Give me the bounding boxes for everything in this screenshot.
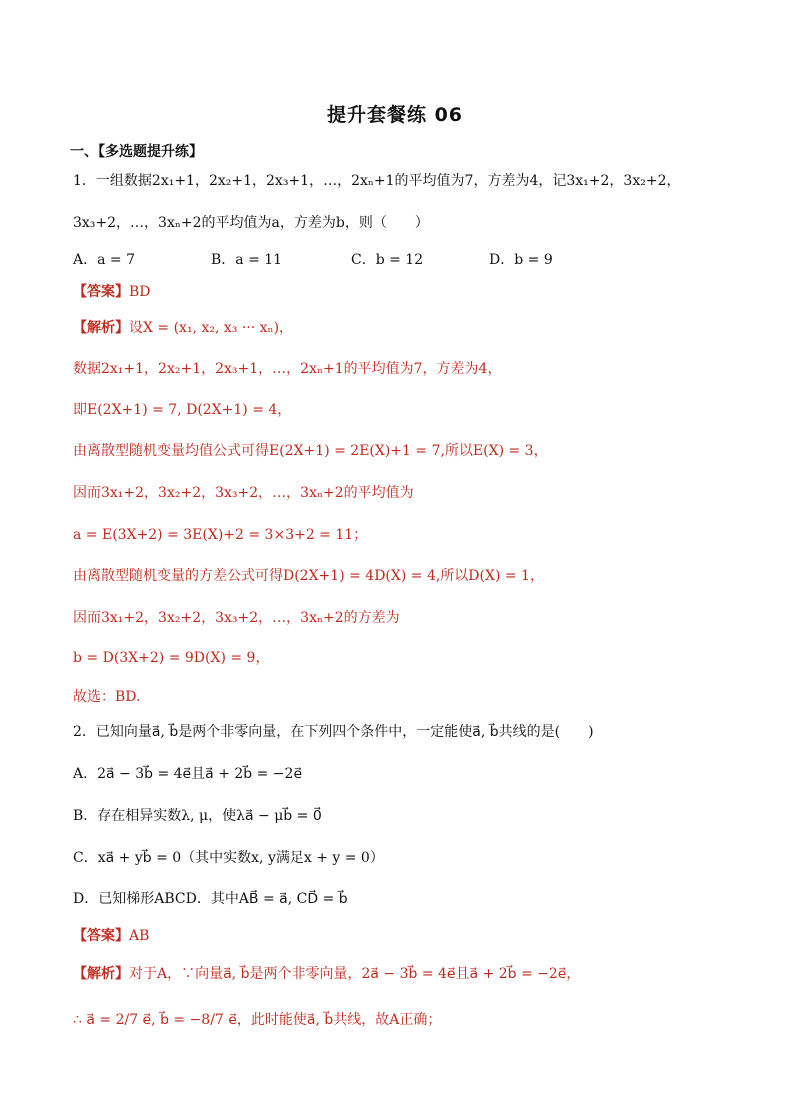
analysis-tag: 【解析】: [73, 320, 129, 336]
q1-analysis-line: 即E(2X+1) = 7, D(2X+1) = 4，: [73, 402, 292, 418]
q1-analysis-line: 因而3x₁+2，3x₂+2，3x₃+2，…，3xₙ+2的方差为: [73, 610, 400, 626]
analysis-tag: 【解析】: [73, 966, 129, 982]
q2-answer: [73, 926, 750, 946]
q2-analysis-first: [73, 964, 750, 984]
q1-analysis-line: 因而3x₁+2，3x₂+2，3x₃+2，…，3xₙ+2的平均值为: [73, 485, 414, 501]
q1-analysis-line: a = E(3X+2) = 3E(X)+2 = 3×3+2 = 11；: [73, 527, 368, 543]
q2-analysis-line: ∴ a⃗ = 2/7 e⃗, b⃗ = −8/7 e⃗，此时能使a⃗, b⃗共线，故A正确；: [73, 1012, 442, 1028]
analysis-text: 设X = (x₁, x₂, x₃ ··· xₙ)，: [129, 320, 294, 336]
analysis-text: 对于A，∵向量a⃗, b⃗是两个非零向量，2a⃗ − 3b⃗ = 4e⃗且a⃗ + 2b⃗ = −2e⃗，: [129, 966, 581, 982]
answer-value: AB: [129, 928, 150, 944]
q2-stem: 2．已知向量a⃗, b⃗是两个非零向量，在下列四个条件中，一定能使a⃗, b⃗共线的是( ): [73, 724, 594, 740]
q1-analysis-line: 由离散型随机变量的方差公式可得D(2X+1) = 4D(X) = 4,所以D(X) = 1，: [73, 568, 544, 584]
q1-stem-line1: 1．一组数据2x₁+1，2x₂+1，2x₃+1，…，2xₙ+1的平均值为7，方差为4，记3x₁+2，3x₂+2，: [73, 173, 681, 189]
q1-analysis-first: [73, 318, 750, 338]
q2-option-c: C．xa⃗ + yb⃗ = 0（其中实数x, y满足x + y = 0）: [73, 850, 384, 866]
q1-analysis-line: b = D(3X+2) = 9D(X) = 9，: [73, 650, 270, 666]
q1-stem-line2: 3x₃+2，…，3xₙ+2的平均值为a，方差为b，则（ ）: [73, 215, 429, 231]
page-title: 提升套餐练 06: [326, 104, 464, 126]
q1-answer: [73, 282, 750, 302]
answer-tag: 【答案】: [73, 928, 129, 944]
q1-option-c: C．b = 12: [351, 252, 424, 268]
answer-value: BD: [129, 284, 151, 300]
q1-option-b: B．a = 11: [211, 252, 283, 268]
q1-analysis-line: 由离散型随机变量均值公式可得E(2X+1) = 2E(X)+1 = 7,所以E(X) = 3，: [73, 443, 548, 459]
q1-options: [73, 250, 750, 270]
q1-option-d: D．b = 9: [489, 252, 553, 268]
section-header: 一、【多选题提升练】: [70, 144, 203, 160]
q2-option-b: B．存在相异实数λ, μ，使λa⃗ − μb⃗ = 0⃗: [73, 808, 322, 824]
q2-option-d: D．已知梯形ABCD．其中AB⃗ = a⃗, CD⃗ = b⃗: [73, 891, 348, 907]
q2-option-a: A．2a⃗ − 3b⃗ = 4e⃗且a⃗ + 2b⃗ = −2e⃗: [73, 766, 303, 782]
q1-analysis-line: 故选：BD.: [73, 689, 141, 705]
q1-option-a: A．a = 7: [73, 252, 135, 268]
q1-analysis-line: 数据2x₁+1，2x₂+1，2x₃+1，…，2xₙ+1的平均值为7，方差为4，: [73, 361, 502, 377]
answer-tag: 【答案】: [73, 284, 129, 300]
